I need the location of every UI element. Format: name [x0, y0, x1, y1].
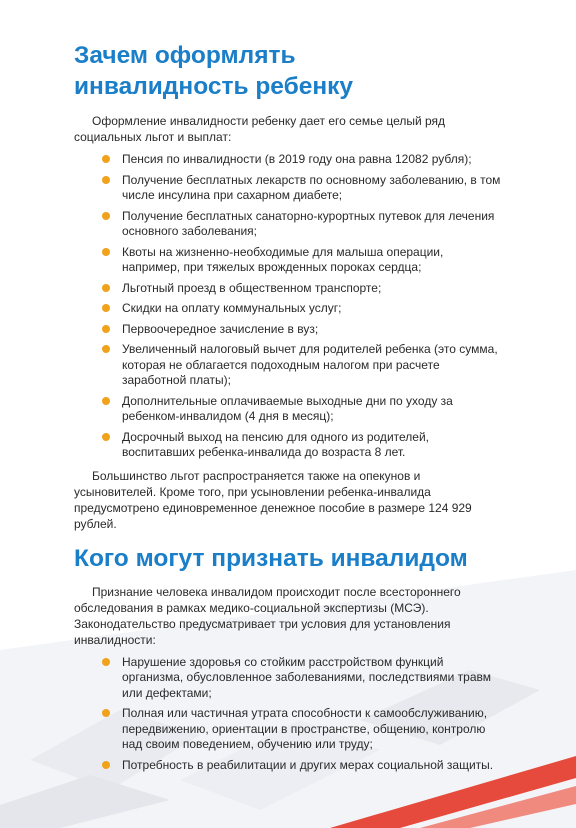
bullet-icon	[102, 709, 110, 717]
benefit-text: Скидки на оплату коммунальных услуг;	[122, 301, 342, 315]
condition-item	[74, 706, 502, 753]
condition-item	[74, 758, 502, 774]
benefit-text: Пенсия по инвалидности (в 2019 году она равна 12082 рубля);	[122, 152, 472, 166]
benefit-text: Получение бесплатных санаторно-курортных путевок для лечения основного заболевания;	[122, 208, 495, 238]
bullet-icon	[102, 176, 110, 184]
section2-heading: Кого могут признать инвалидом	[74, 544, 468, 572]
section1-intro: Оформление инвалидности ребенку дает его семье целый ряд социальных льгот и выплат:	[74, 114, 446, 144]
benefit-item	[74, 245, 502, 276]
benefit-text: Льготный проезд в общественном транспорте;	[122, 280, 382, 295]
bullet-icon	[102, 325, 110, 333]
benefit-item	[74, 209, 502, 240]
condition-item	[74, 655, 502, 702]
benefit-item	[74, 322, 502, 338]
benefit-text: Первоочередное зачисление в вуз;	[122, 321, 319, 336]
bullet-icon	[102, 248, 110, 256]
section2-intro: Признание человека инвалидом происходит после всестороннего обследования в рамках медико-социальной экспертизы (МСЭ). Законодательство предусматривает три условия для установления инвалидности:	[74, 584, 461, 647]
bullet-icon	[102, 155, 110, 163]
benefit-item	[74, 173, 502, 204]
benefit-item	[74, 342, 502, 389]
bullet-icon	[102, 658, 110, 666]
section1-heading-line1: Зачем оформлять	[74, 42, 296, 69]
benefit-item	[74, 152, 502, 168]
benefits-list	[74, 152, 502, 461]
bullet-icon	[102, 345, 110, 353]
benefit-item	[74, 394, 502, 425]
benefit-item	[74, 301, 502, 317]
benefit-text: Получение бесплатных лекарств по основному заболеванию, в том числе инсулина при сахарном диабете;	[122, 172, 501, 202]
condition-text: Нарушение здоровья со стойким расстройством функций организма, обусловленное заболеваниями, последствиями травм или дефектами;	[122, 654, 492, 700]
benefit-text: Досрочный выход на пенсию для одного из родителей, воспитавших ребенка-инвалида до возраста 8 лет.	[122, 429, 429, 459]
bullet-icon	[102, 433, 110, 441]
bullet-icon	[102, 304, 110, 312]
bullet-icon	[102, 397, 110, 405]
section1-heading-line2: инвалидность ребенку	[74, 73, 354, 100]
bullet-icon	[102, 212, 110, 220]
section1-heading	[74, 40, 502, 102]
bullet-icon	[102, 761, 110, 769]
benefit-text: Увеличенный налоговый вычет для родителей ребенка (это сумма, которая не облагается подоходным налогом при расчете заработной платы);	[122, 342, 498, 387]
condition-text: Полная или частичная утрата способности к самообслуживанию, передвижению, ориентации в пространстве, общению, контролю над своим поведением, обучению или труду;	[122, 706, 488, 751]
benefit-text: Дополнительные оплачиваемые выходные дни по уходу за ребенком-инвалидом (4 дня в месяц);	[122, 393, 453, 423]
benefit-text: Квоты на жизненно-необходимые для малыша операции, например, при тяжелых врожденных пороках сердца;	[122, 244, 444, 274]
benefit-item	[74, 430, 502, 461]
bullet-icon	[102, 284, 110, 292]
section1-outro: Большинство льгот распространяется также на опекунов и усыновителей. Кроме того, при усыновлении ребенка-инвалида предусмотрено единовременное денежное пособие в размере 124 929 рублей.	[74, 468, 472, 531]
benefit-item	[74, 281, 502, 297]
condition-text: Потребность в реабилитации и других мерах социальной защиты.	[122, 757, 494, 772]
content-column	[74, 40, 502, 780]
conditions-list	[74, 655, 502, 774]
